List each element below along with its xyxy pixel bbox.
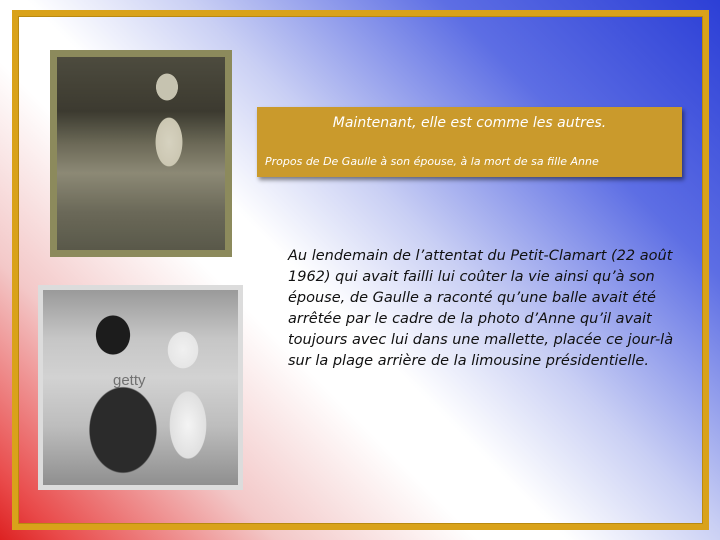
photo-de-gaulle-and-daughter [38, 285, 243, 490]
quote-title: Maintenant, elle est comme les autres. [332, 115, 607, 131]
story-paragraph: Au lendemain de l’attentat du Petit-Clamart (22 août 1962) qui avait failli lui coûter la vie ainsi qu’à son épouse, de Gaulle a raconté qu’une balle avait été arrêtée par le cadre de la photo d’Anne qu’il avait toujours avec lui dans une mallette, placée ce jour-là sur la plage arrière de la limousine présidentielle. [288, 248, 674, 369]
photo-de-gaulle-image [43, 290, 238, 485]
photo-watermark: getty [113, 372, 146, 389]
quote-box [257, 107, 682, 177]
quote-attribution: Propos de De Gaulle à son épouse, à la mort de sa fille Anne [265, 155, 599, 168]
photo-girl-image [57, 57, 225, 250]
photo-girl-in-field [50, 50, 232, 257]
